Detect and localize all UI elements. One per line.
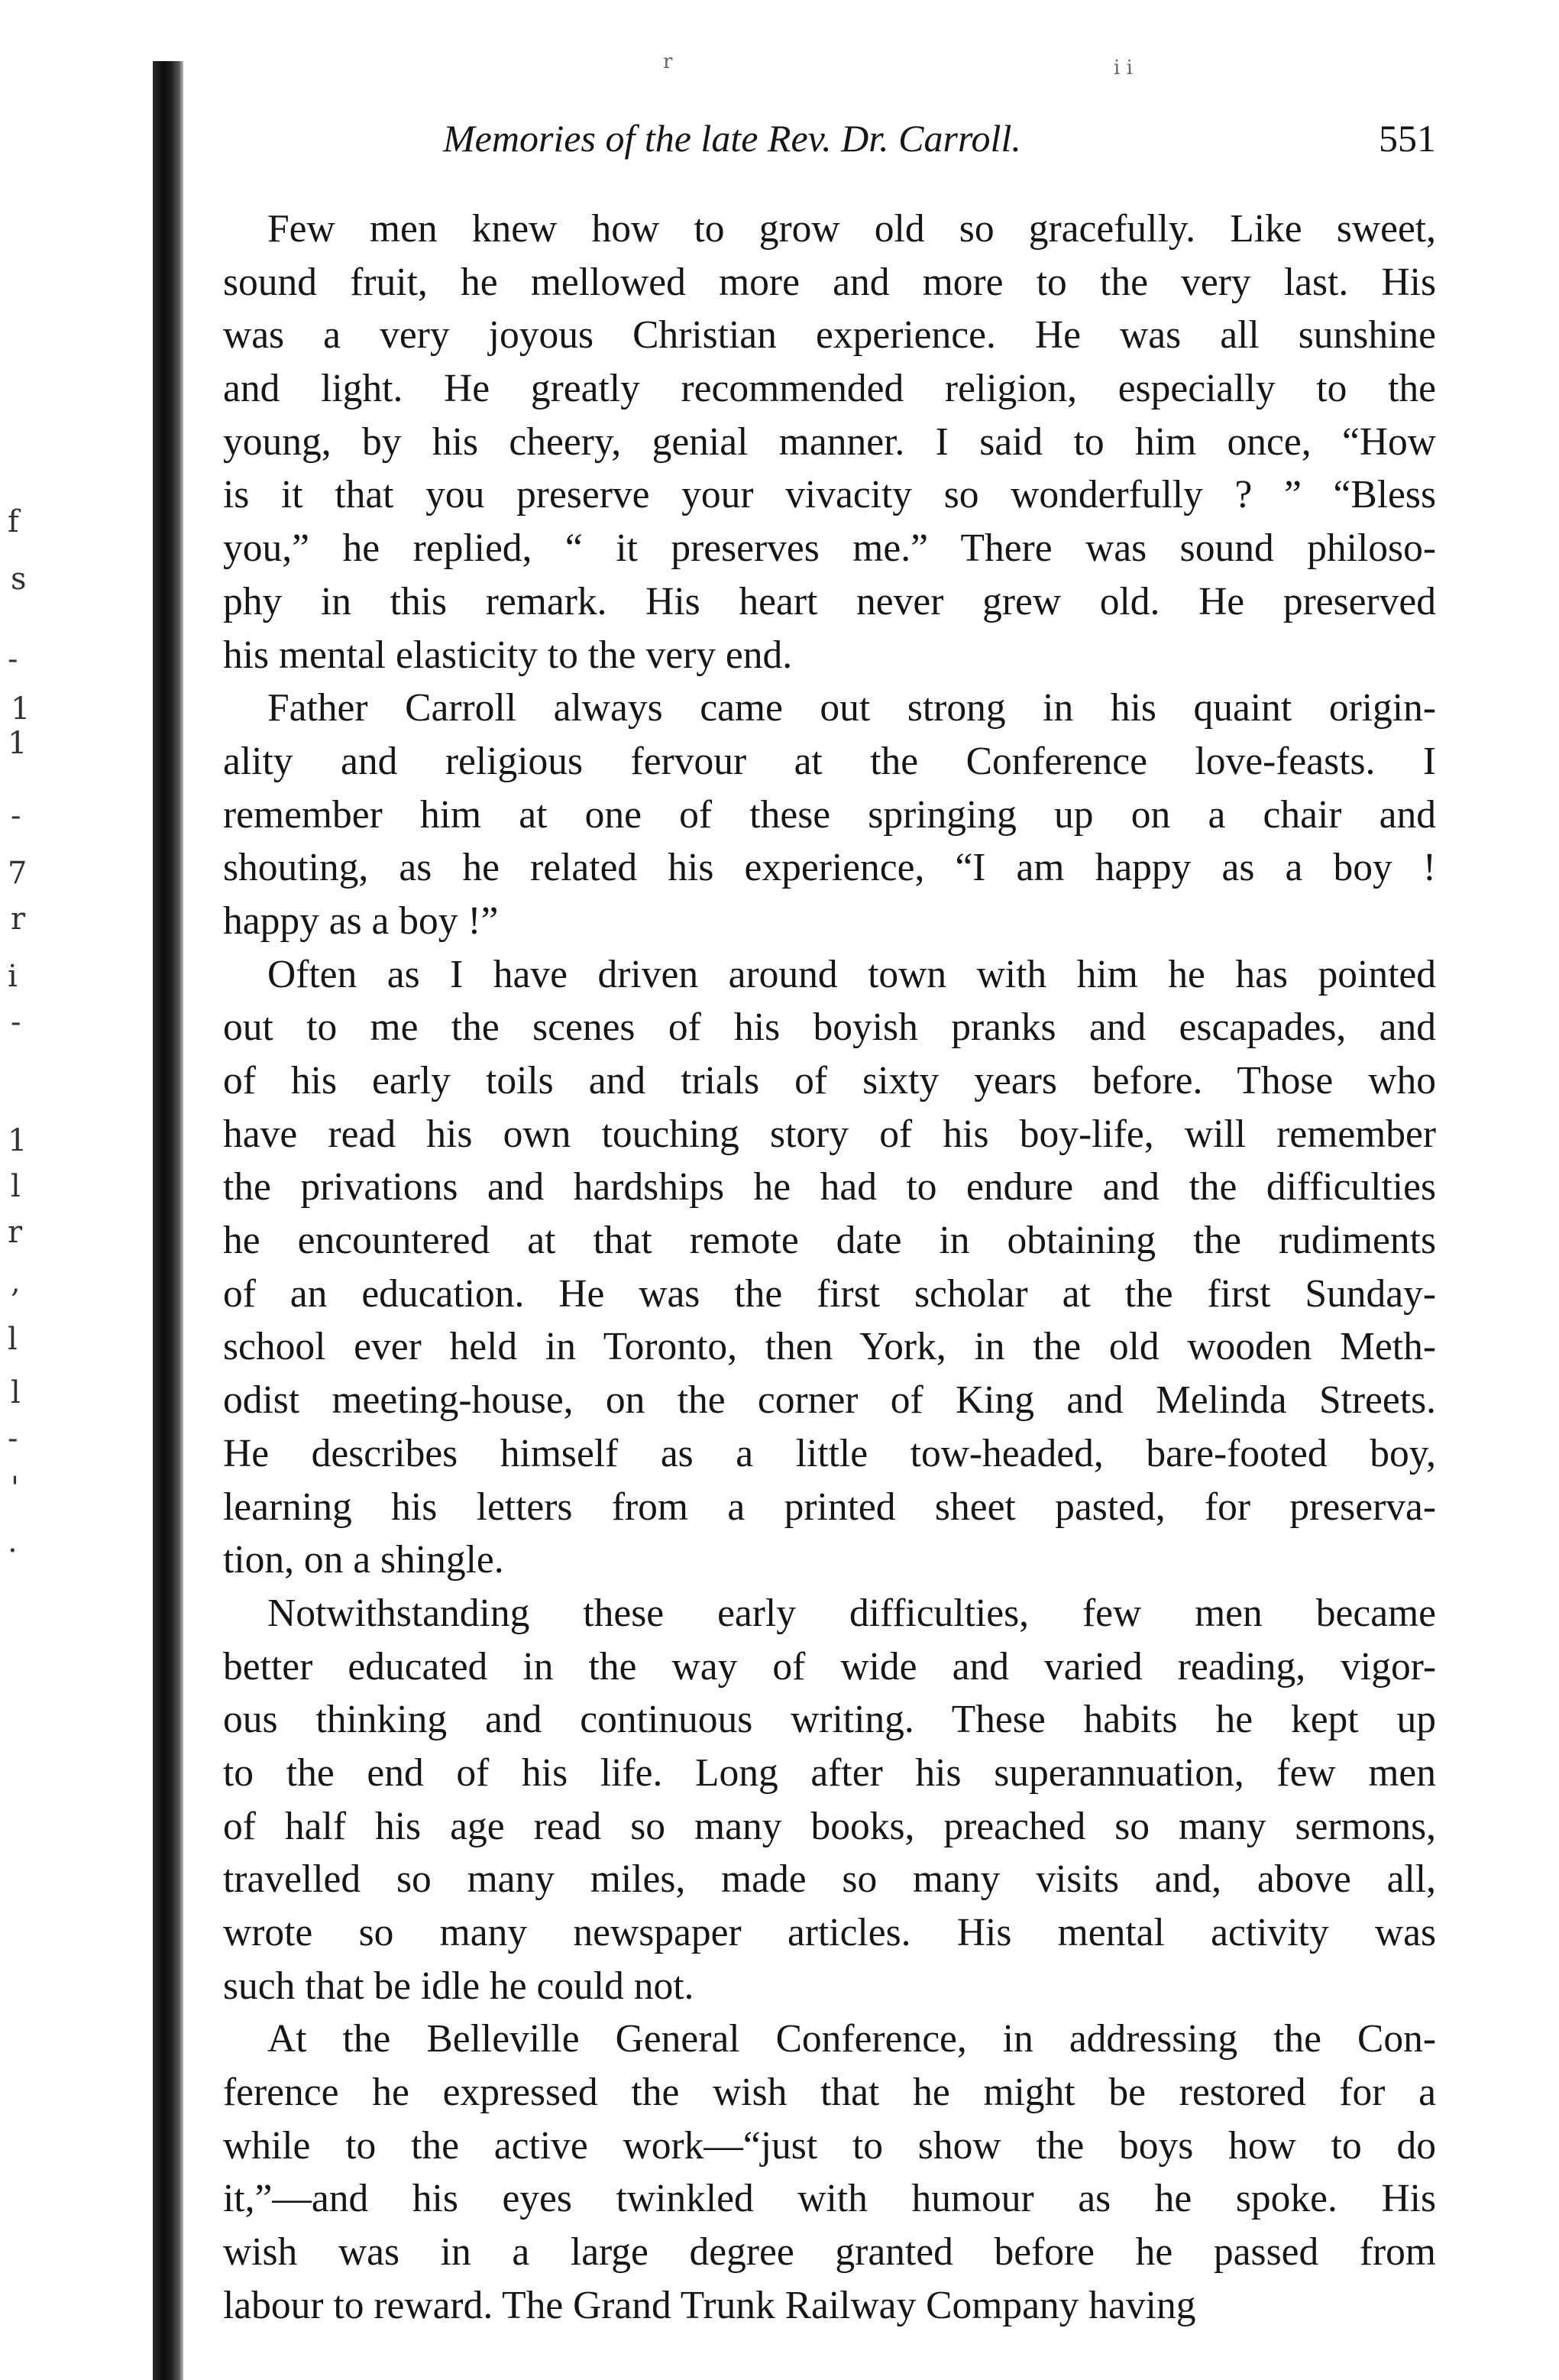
text-line: better educated in the way of wide and varied reading, vigor- — [223, 1644, 1436, 1689]
margin-mark: ' — [11, 1471, 19, 1506]
text-line: travelled so many miles, made so many visits and, above all, — [223, 1857, 1436, 1902]
margin-mark: f — [8, 504, 19, 539]
text-line: He describes himself as a little tow-headed, bare-footed boy, — [223, 1431, 1436, 1475]
text-line: it,”—and his eyes twinkled with humour as he spoke. His — [223, 2177, 1436, 2221]
text-line: school ever held in Toronto, then York, in the old wooden Meth- — [223, 1325, 1436, 1369]
margin-mark: 1 — [8, 1123, 27, 1158]
text-line: ous thinking and continuous writing. These habits he kept up — [223, 1698, 1436, 1742]
text-line: Often as I have driven around town with him he has pointed — [267, 952, 1436, 996]
margin-mark: s — [11, 562, 27, 597]
text-line: wish was in a large degree granted before he passed from — [223, 2230, 1436, 2275]
text-line: ality and religious fervour at the Conference love-feasts. I — [223, 739, 1436, 783]
text-line: At the Belleville General Conference, in addressing the Con- — [267, 2017, 1436, 2061]
text-line: sound fruit, he mellowed more and more to the very last. His — [223, 260, 1436, 304]
margin-mark: - — [8, 642, 18, 677]
text-line: out to me the scenes of his boyish pranks and escapades, and — [223, 1005, 1436, 1050]
margin-mark: . — [8, 1524, 18, 1559]
running-title: Memories of the late Rev. Dr. Carroll. — [443, 117, 1021, 160]
text-line: the privations and hardships he had to endure and the difficulties — [223, 1165, 1436, 1209]
text-line: Few men knew how to grow old so gracefully. Like sweet, — [267, 207, 1436, 251]
top-mark-right: i i — [1114, 57, 1133, 79]
text-line: Father Carroll always came out strong in his quaint origin- — [267, 686, 1436, 730]
text-line: Notwithstanding these early difficulties, few men became — [267, 1591, 1436, 1635]
text-line: and light. He greatly recommended religion, especially to the — [223, 367, 1436, 411]
text-line: while to the active work—“just to show the boys how to do — [223, 2123, 1436, 2168]
text-line: was a very joyous Christian experience. He was all sunshine — [223, 313, 1436, 358]
text-line: phy in this remark. His heart never grew old. He preserved — [223, 579, 1436, 623]
binding-gutter — [153, 61, 183, 2380]
text-line: young, by his cheery, genial manner. I said to him once, “How — [223, 419, 1436, 464]
text-line: ference he expressed the wish that he might be restored for a — [223, 2071, 1436, 2115]
margin-mark: 1 — [8, 726, 27, 761]
page-number: 551 — [1379, 117, 1436, 160]
margin-mark: - — [11, 1005, 21, 1040]
text-line: of half his age read so many books, preached so many sermons, — [223, 1804, 1436, 1848]
margin-mark: l — [11, 1169, 21, 1204]
page-header — [443, 116, 1436, 170]
text-line: happy as a boy !” — [223, 899, 499, 943]
margin-mark: 7 — [8, 856, 27, 891]
margin-mark: - — [8, 1421, 18, 1456]
text-line: odist meeting-house, on the corner of King and Melinda Streets. — [223, 1378, 1436, 1423]
text-line: remember him at one of these springing up on a chair and — [223, 792, 1436, 837]
body-text — [223, 202, 1436, 2333]
text-line: learning his letters from a printed sheet pasted, for preserva- — [223, 1485, 1436, 1529]
text-line: of his early toils and trials of sixty years before. Those who — [223, 1059, 1436, 1103]
text-line: have read his own touching story of his boy-life, will remember — [223, 1112, 1436, 1156]
margin-mark: l — [11, 1375, 21, 1410]
margin-mark: 1 — [11, 691, 31, 727]
text-line: is it that you preserve your vivacity so wonderfully ? ” “Bless — [223, 473, 1436, 517]
text-line: wrote so many newspaper articles. His mental activity was — [223, 1911, 1436, 1954]
text-line: labour to reward. The Grand Trunk Railway Company having — [223, 2283, 1196, 2327]
text-line: such that be idle he could not. — [223, 1964, 694, 2008]
left-margin-marks — [0, 0, 107, 2380]
top-mark-left: r — [663, 50, 673, 73]
text-line: his mental elasticity to the very end. — [223, 633, 793, 677]
margin-mark: r — [11, 902, 26, 937]
margin-mark: l — [8, 1322, 18, 1357]
text-line: of an education. He was the first scholar at the first Sunday- — [223, 1271, 1436, 1316]
text-line: shouting, as he related his experience, “I am happy as a boy ! — [223, 846, 1436, 890]
text-line: to the end of his life. Long after his superannuation, few men — [223, 1750, 1436, 1795]
margin-mark: r — [8, 1215, 23, 1250]
margin-mark: i — [8, 959, 18, 994]
text-line: tion, on a shingle. — [223, 1538, 504, 1582]
margin-mark: - — [11, 798, 21, 834]
text-line: you,” he replied, “ it preserves me.” There was sound philoso- — [223, 526, 1436, 571]
text-line: he encountered at that remote date in obtaining the rudiments — [223, 1219, 1436, 1263]
margin-mark: , — [11, 1264, 21, 1300]
